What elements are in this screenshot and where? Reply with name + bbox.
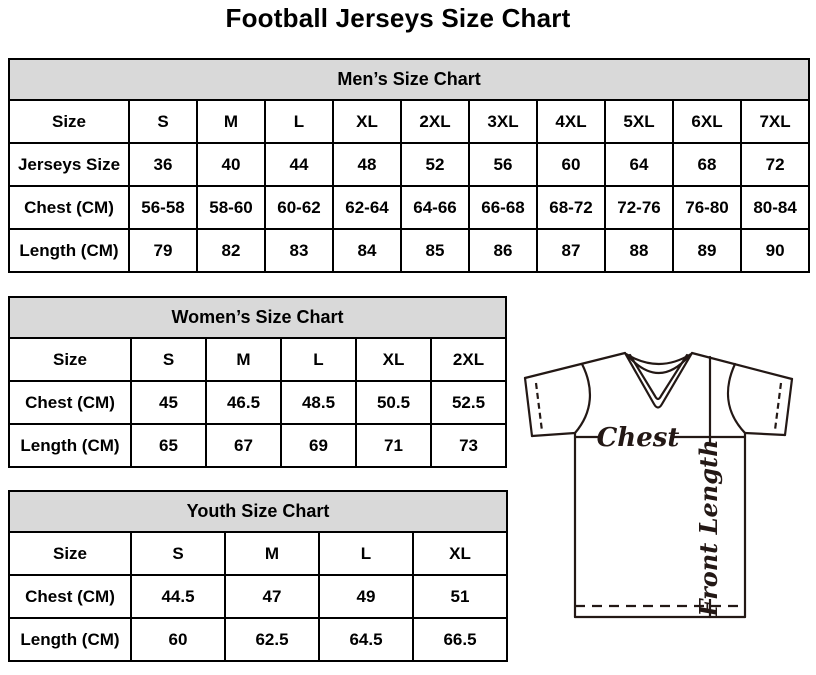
- value-cell: 36: [129, 143, 197, 186]
- value-cell: 80-84: [741, 186, 809, 229]
- row-label-cell: Length (CM): [9, 229, 129, 272]
- jersey-left-sleeve-cuff: [525, 378, 532, 436]
- value-cell: 64.5: [319, 618, 413, 661]
- value-cell: 7XL: [741, 100, 809, 143]
- value-cell: XL: [413, 532, 507, 575]
- youth-table-title: Youth Size Chart: [9, 491, 507, 532]
- value-cell: 62-64: [333, 186, 401, 229]
- value-cell: 89: [673, 229, 741, 272]
- value-cell: 66-68: [469, 186, 537, 229]
- value-cell: S: [131, 532, 225, 575]
- table-row-length: [9, 229, 809, 272]
- value-cell: L: [319, 532, 413, 575]
- value-cell: S: [129, 100, 197, 143]
- table-header-row: [9, 59, 809, 100]
- value-cell: XL: [356, 338, 431, 381]
- value-cell: 4XL: [537, 100, 605, 143]
- chest-label: Chest: [596, 423, 680, 453]
- value-cell: S: [131, 338, 206, 381]
- value-cell: 60-62: [265, 186, 333, 229]
- value-cell: 83: [265, 229, 333, 272]
- value-cell: 58-60: [197, 186, 265, 229]
- table-row-size: [9, 338, 506, 381]
- mens-table-title: Men’s Size Chart: [9, 59, 809, 100]
- value-cell: 48.5: [281, 381, 356, 424]
- row-label-cell: Jerseys Size: [9, 143, 129, 186]
- jersey-right-armhole: [728, 364, 745, 433]
- table-header-row: [9, 491, 507, 532]
- womens-table-title: Women’s Size Chart: [9, 297, 506, 338]
- value-cell: 6XL: [673, 100, 741, 143]
- value-cell: 82: [197, 229, 265, 272]
- value-cell: 66.5: [413, 618, 507, 661]
- value-cell: 49: [319, 575, 413, 618]
- value-cell: 79: [129, 229, 197, 272]
- page-title: Football Jerseys Size Chart: [225, 3, 571, 33]
- front-length-label: Front Length: [694, 439, 723, 617]
- value-cell: 46.5: [206, 381, 281, 424]
- value-cell: 84: [333, 229, 401, 272]
- value-cell: 45: [131, 381, 206, 424]
- value-cell: 47: [225, 575, 319, 618]
- value-cell: 86: [469, 229, 537, 272]
- value-cell: 52.5: [431, 381, 506, 424]
- row-label-cell: Length (CM): [9, 424, 131, 467]
- value-cell: 52: [401, 143, 469, 186]
- value-cell: 60: [131, 618, 225, 661]
- table-row-chest: [9, 186, 809, 229]
- jersey-diagram: [505, 330, 805, 628]
- table-row-size: [9, 100, 809, 143]
- jersey-right-shoulder: [692, 353, 792, 379]
- value-cell: 87: [537, 229, 605, 272]
- jersey-right-cuff-seam: [775, 383, 781, 430]
- row-label-cell: Size: [9, 338, 131, 381]
- value-cell: L: [281, 338, 356, 381]
- table-header-row: [9, 297, 506, 338]
- value-cell: 73: [431, 424, 506, 467]
- value-cell: M: [225, 532, 319, 575]
- value-cell: 2XL: [401, 100, 469, 143]
- row-label-cell: Length (CM): [9, 618, 131, 661]
- value-cell: M: [206, 338, 281, 381]
- value-cell: 50.5: [356, 381, 431, 424]
- youth-size-table: [8, 490, 508, 662]
- jersey-left-shoulder: [525, 353, 625, 378]
- value-cell: 64-66: [401, 186, 469, 229]
- row-label-cell: Size: [9, 532, 131, 575]
- value-cell: 68: [673, 143, 741, 186]
- value-cell: 44: [265, 143, 333, 186]
- table-row-size: [9, 532, 507, 575]
- value-cell: 40: [197, 143, 265, 186]
- value-cell: 56-58: [129, 186, 197, 229]
- table-row-chest: [9, 575, 507, 618]
- jersey-outline: [525, 353, 792, 617]
- value-cell: 51: [413, 575, 507, 618]
- womens-size-table: [8, 296, 507, 468]
- value-cell: 60: [537, 143, 605, 186]
- value-cell: 67: [206, 424, 281, 467]
- value-cell: 85: [401, 229, 469, 272]
- value-cell: 64: [605, 143, 673, 186]
- table-row-length: [9, 618, 507, 661]
- table-row-jerseys-size: [9, 143, 809, 186]
- value-cell: 76-80: [673, 186, 741, 229]
- value-cell: 56: [469, 143, 537, 186]
- jersey-right-sleeve-cuff: [785, 379, 792, 435]
- value-cell: 62.5: [225, 618, 319, 661]
- value-cell: 44.5: [131, 575, 225, 618]
- jersey-left-armhole: [575, 364, 590, 433]
- row-label-cell: Size: [9, 100, 129, 143]
- row-label-cell: Chest (CM): [9, 575, 131, 618]
- value-cell: 48: [333, 143, 401, 186]
- value-cell: 5XL: [605, 100, 673, 143]
- value-cell: 69: [281, 424, 356, 467]
- value-cell: 90: [741, 229, 809, 272]
- mens-size-table: [8, 58, 810, 273]
- value-cell: M: [197, 100, 265, 143]
- value-cell: 72-76: [605, 186, 673, 229]
- value-cell: 65: [131, 424, 206, 467]
- value-cell: 2XL: [431, 338, 506, 381]
- jersey-left-cuff-seam: [536, 383, 542, 431]
- value-cell: XL: [333, 100, 401, 143]
- value-cell: 72: [741, 143, 809, 186]
- value-cell: 88: [605, 229, 673, 272]
- table-row-chest: [9, 381, 506, 424]
- value-cell: 3XL: [469, 100, 537, 143]
- table-row-length: [9, 424, 506, 467]
- value-cell: L: [265, 100, 333, 143]
- jersey-right-sleeve-bottom: [745, 433, 785, 435]
- value-cell: 71: [356, 424, 431, 467]
- row-label-cell: Chest (CM): [9, 186, 129, 229]
- row-label-cell: Chest (CM): [9, 381, 131, 424]
- value-cell: 68-72: [537, 186, 605, 229]
- jersey-left-sleeve-bottom: [532, 433, 575, 436]
